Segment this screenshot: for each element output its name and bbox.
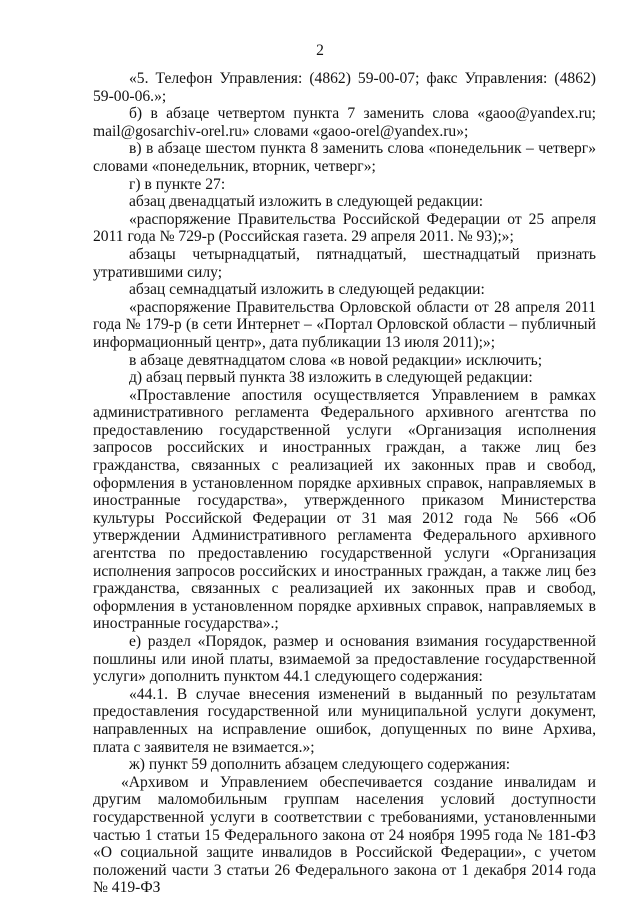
- paragraph-rasporyazhenie-orel: «распоряжение Правительства Орловской области от 28 апреля 2011 года № 179-р (в сети Интернет – «Портал Орловской области – публичный информационный центр», дата публикации 13 июля 2011);»;: [93, 298, 596, 351]
- paragraph-e: е) раздел «Порядок, размер и основания взимания государственной пошлины или иной платы, взимаемой за предоставление государственной услуги» дополнить пунктом 44.1 следующего содержания:: [93, 633, 596, 686]
- paragraph-d: д) абзац первый пункта 38 изложить в следующей редакции:: [129, 369, 533, 387]
- paragraph-abzac-19: в абзаце девятнадцатом слова «в новой редакции» исключить;: [129, 351, 543, 369]
- paragraph-b: б) в абзаце четвертом пункта 7 заменить слова «gaoo@yandex.ru; mail@gosarchiv-orel.ru» словами «gaoo-orel@yandex.ru»;: [93, 105, 596, 140]
- paragraph-44-1: «44.1. В случае внесения изменений в выданный по результатам предоставления государственной или муниципальной услуги документ, направленных на исправление ошибок, допущенных по вине Архива, плата с заявителя не взимается.»;: [93, 685, 596, 756]
- paragraph-abzacy-14-16: абзацы четырнадцатый, пятнадцатый, шестнадцатый признать утратившими силу;: [93, 245, 596, 281]
- paragraph-invalidy: «Архивом и Управлением обеспечивается создание инвалидам и другим маломобильным группам населения условий доступности государственной услуги в соответствии с требованиями, установленными частью 1 статьи 15 Федерального закона от 24 ноября 1995 года № 181-ФЗ «О социальной защите инвалидов в Российской Федерации», с учетом положений части 3 статьи 26 Федерального закона от 1 декабря 2014 года № 419-ФЗ: [93, 773, 596, 897]
- page-number: 2: [316, 42, 324, 59]
- paragraph-apostil: «Проставление апостиля осуществляется Управлением в рамках административного регламента Федерального архивного агентства по предоставлению государственной услуги «Организация исполнения запросов российских и иностранных граждан, а также лиц без гражданства, связанных с реализацией их законных прав и свобод, оформления в установленном порядке архивных справок, направляемых в иностранные государства», утвержденного приказом Министерства культуры Российской Федерации от 31 мая 2012 года № 566 «Об утверждении Административного регламента Федерального архивного агентства по предоставлению государственной услуги «Организация исполнения запросов российских и иностранных граждан, а также лиц без гражданства, связанных с реализацией их законных прав и свобод, оформления в установленном порядке архивных справок, направляемых в иностранные государства».;: [93, 386, 596, 633]
- paragraph-abzac-17: абзац семнадцатый изложить в следующей редакции:: [129, 281, 485, 299]
- paragraph-rasporyazhenie-rf: «распоряжение Правительства Российской Федерации от 25 апреля 2011 года № 729-р (Российская газета. 29 апреля 2011. № 93);»;: [93, 210, 596, 246]
- paragraph-abzac-12: абзац двенадцатый изложить в следующей редакции:: [129, 193, 484, 211]
- document-body: [93, 70, 596, 897]
- paragraph-phone-fax: «5. Телефон Управления: (4862) 59-00-07; факс Управления: (4862) 59-00-06.»;: [93, 70, 596, 105]
- paragraph-v: в) в абзаце шестом пункта 8 заменить слова «понедельник – четверг» словами «понедельник, вторник, четверг»;: [93, 140, 596, 175]
- paragraph-zh: ж) пункт 59 дополнить абзацем следующего содержания:: [129, 756, 511, 774]
- paragraph-g: г) в пункте 27:: [129, 175, 226, 193]
